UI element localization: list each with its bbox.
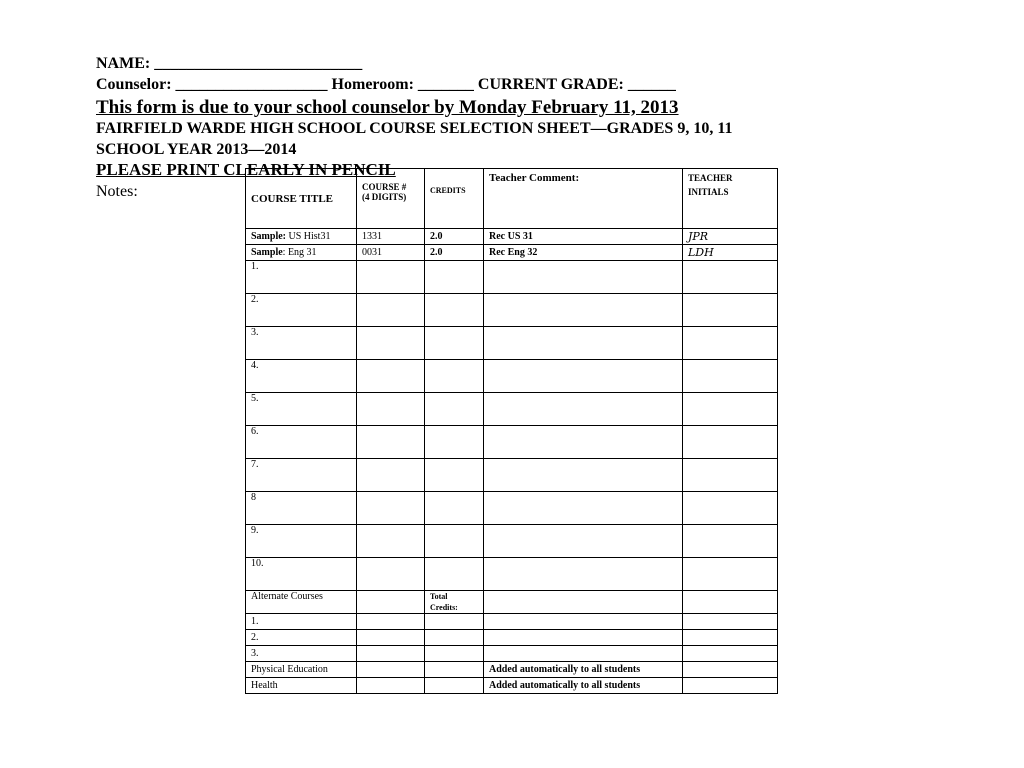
course-number-cell[interactable] <box>357 459 425 492</box>
teacher-initials-cell[interactable] <box>683 459 778 492</box>
teacher-initials-cell[interactable] <box>683 591 778 614</box>
credits-cell[interactable] <box>425 294 484 327</box>
course-number-cell[interactable] <box>357 492 425 525</box>
health-label: Health <box>246 678 357 694</box>
course-row-number[interactable]: 10. <box>246 558 357 591</box>
teacher-comment-cell[interactable] <box>484 646 683 662</box>
teacher-comment-cell[interactable] <box>484 525 683 558</box>
counselor-homeroom-grade-line: Counselor: ___________________ Homeroom: _______ CURRENT GRADE: ______ <box>96 76 676 93</box>
course-selection-table <box>245 168 778 694</box>
teacher-comment-cell[interactable] <box>484 459 683 492</box>
sample-row <box>246 229 778 245</box>
sample-course-title: Sample: Eng 31 <box>246 245 357 261</box>
course-row-number[interactable]: 5. <box>246 393 357 426</box>
sample-teacher-initials: LDH <box>683 245 778 261</box>
course-number-cell[interactable] <box>357 558 425 591</box>
sample-teacher-initials: JPR <box>683 229 778 245</box>
header-course-title: COURSE TITLE <box>246 169 357 229</box>
course-number-cell[interactable] <box>357 614 425 630</box>
table-header-row <box>246 169 778 229</box>
school-year: SCHOOL YEAR 2013—2014 <box>96 141 297 158</box>
course-number-cell[interactable] <box>357 393 425 426</box>
header-course-number-label: COURSE # <box>362 182 407 192</box>
sample-credits: 2.0 <box>425 229 484 245</box>
header-teacher-initials <box>683 169 778 229</box>
header-credits: CREDITS <box>425 169 484 229</box>
physical-education-row <box>246 662 778 678</box>
credits-cell <box>425 662 484 678</box>
credits-cell[interactable] <box>425 327 484 360</box>
credits-cell[interactable] <box>425 459 484 492</box>
credits-cell[interactable] <box>425 630 484 646</box>
teacher-comment-cell[interactable] <box>484 360 683 393</box>
course-row <box>246 393 778 426</box>
course-row <box>246 558 778 591</box>
teacher-comment-cell[interactable] <box>484 591 683 614</box>
credits-cell[interactable] <box>425 614 484 630</box>
teacher-comment-cell[interactable] <box>484 393 683 426</box>
course-row-number[interactable]: 9. <box>246 525 357 558</box>
sample-row <box>246 245 778 261</box>
teacher-comment-cell[interactable] <box>484 558 683 591</box>
teacher-comment-cell[interactable] <box>484 426 683 459</box>
physical-education-label: Physical Education <box>246 662 357 678</box>
alternate-courses-label: Alternate Courses <box>246 591 357 614</box>
course-row <box>246 360 778 393</box>
course-row-number[interactable]: 4. <box>246 360 357 393</box>
total-credits-label <box>425 591 484 614</box>
course-number-cell <box>357 662 425 678</box>
teacher-initials-cell <box>683 662 778 678</box>
course-number-cell[interactable] <box>357 360 425 393</box>
header-teacher-comment: Teacher Comment: <box>484 169 683 229</box>
teacher-initials-cell[interactable] <box>683 492 778 525</box>
credits-cell[interactable] <box>425 492 484 525</box>
print-instruction: PLEASE PRINT CLEARLY IN PENCIL <box>96 160 396 179</box>
teacher-initials-cell[interactable] <box>683 294 778 327</box>
teacher-comment-cell[interactable] <box>484 327 683 360</box>
teacher-initials-cell[interactable] <box>683 614 778 630</box>
teacher-initials-cell[interactable] <box>683 393 778 426</box>
course-number-cell[interactable] <box>357 327 425 360</box>
credits-cell[interactable] <box>425 393 484 426</box>
course-number-cell[interactable] <box>357 294 425 327</box>
header-course-number <box>357 169 425 229</box>
teacher-initials-cell <box>683 678 778 694</box>
teacher-initials-cell[interactable] <box>683 558 778 591</box>
alternate-row-number[interactable]: 3. <box>246 646 357 662</box>
alternate-row-number[interactable]: 2. <box>246 630 357 646</box>
header-digits-label: (4 DIGITS) <box>362 192 407 202</box>
credits-cell[interactable] <box>425 558 484 591</box>
due-date-notice: This form is due to your school counselor by Monday February 11, 2013 <box>96 97 679 118</box>
teacher-comment-cell[interactable] <box>484 492 683 525</box>
course-number-cell[interactable] <box>357 261 425 294</box>
course-row-number[interactable]: 8 <box>246 492 357 525</box>
alternate-course-row <box>246 614 778 630</box>
credits-cell[interactable] <box>425 360 484 393</box>
alternate-courses-header-row <box>246 591 778 614</box>
notes-label: Notes: <box>96 183 138 200</box>
physical-education-note: Added automatically to all students <box>484 662 683 678</box>
course-row-number[interactable]: 1. <box>246 261 357 294</box>
header-initials-label: INITIALS <box>688 187 729 197</box>
credits-cell[interactable] <box>425 646 484 662</box>
course-number-cell[interactable] <box>357 426 425 459</box>
credits-cell[interactable] <box>425 426 484 459</box>
course-row <box>246 492 778 525</box>
teacher-initials-cell[interactable] <box>683 360 778 393</box>
sample-credits: 2.0 <box>425 245 484 261</box>
sample-course-number: 0031 <box>357 245 425 261</box>
alternate-course-row <box>246 646 778 662</box>
teacher-comment-cell[interactable] <box>484 294 683 327</box>
header-teacher-label: TEACHER <box>688 173 733 183</box>
teacher-comment-cell[interactable] <box>484 614 683 630</box>
teacher-comment-cell[interactable] <box>484 630 683 646</box>
alternate-course-row <box>246 630 778 646</box>
sample-course-number: 1331 <box>357 229 425 245</box>
teacher-initials-cell[interactable] <box>683 630 778 646</box>
teacher-initials-cell[interactable] <box>683 646 778 662</box>
credits-cell[interactable] <box>425 261 484 294</box>
course-number-cell[interactable] <box>357 591 425 614</box>
teacher-initials-cell[interactable] <box>683 327 778 360</box>
course-number-cell[interactable] <box>357 630 425 646</box>
course-row <box>246 294 778 327</box>
credits-cell <box>425 678 484 694</box>
course-row <box>246 525 778 558</box>
alternate-row-number[interactable]: 1. <box>246 614 357 630</box>
teacher-initials-cell[interactable] <box>683 525 778 558</box>
health-row <box>246 678 778 694</box>
course-row <box>246 459 778 492</box>
credits-cell[interactable] <box>425 525 484 558</box>
course-number-cell[interactable] <box>357 646 425 662</box>
sample-teacher-comment: Rec US 31 <box>484 229 683 245</box>
course-row <box>246 327 778 360</box>
course-row-number[interactable]: 3. <box>246 327 357 360</box>
total-label: Total <box>430 592 448 601</box>
course-number-cell[interactable] <box>357 525 425 558</box>
course-row-number[interactable]: 6. <box>246 426 357 459</box>
sample-course-title: Sample: US Hist31 <box>246 229 357 245</box>
course-row <box>246 261 778 294</box>
course-row-number[interactable]: 2. <box>246 294 357 327</box>
health-note: Added automatically to all students <box>484 678 683 694</box>
teacher-initials-cell[interactable] <box>683 426 778 459</box>
teacher-initials-cell[interactable] <box>683 261 778 294</box>
credits-colon-label: Credits: <box>430 603 458 612</box>
teacher-comment-cell[interactable] <box>484 261 683 294</box>
sample-teacher-comment: Rec Eng 32 <box>484 245 683 261</box>
course-number-cell <box>357 678 425 694</box>
name-line: NAME: __________________________ <box>96 55 363 72</box>
school-form-title: FAIRFIELD WARDE HIGH SCHOOL COURSE SELECTION SHEET—GRADES 9, 10, 11 <box>96 120 733 137</box>
course-row <box>246 426 778 459</box>
course-row-number[interactable]: 7. <box>246 459 357 492</box>
